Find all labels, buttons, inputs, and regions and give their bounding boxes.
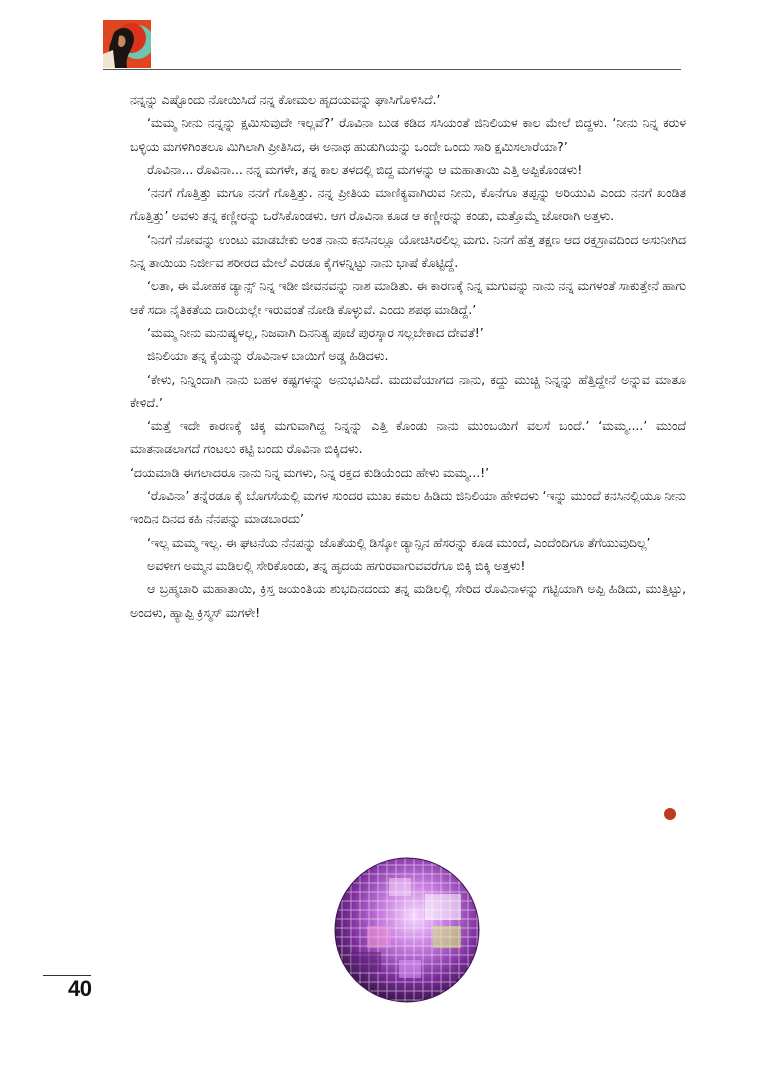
story-paragraph: ‘ನನಗೆ ಗೊತ್ತಿತ್ತು ಮಗೂ ನನಗೆ ಗೊತ್ತಿತ್ತು. ನನ್ನ ಪ್ರೀತಿಯ ಮಾಣಿಕ್ಯವಾಗಿರುವ ನೀನು, ಕೊನೆಗೂ ತಪ್ಪನ್ನು ಅರಿಯುವಿ ಎಂದು ನನಗೆ ಖಂಡಿತ ಗೊತ್ತಿತ್ತು’ ಅವಳು ತನ್ನ ಕಣ್ಣೀರನ್ನು ಒರೆಸಿಕೊಂಡಳು. ಆಗ ರೊವಿನಾ ಕೂಡ ಆ ಕಣ್ಣೀರನ್ನು ಕಂಡು, ಮತ್ತೊಮ್ಮೆ ಜೋರಾಗಿ ಅತ್ತಳು.	[130, 185, 686, 224]
story-paragraph: ‘ರೊವಿನಾ’ ತನ್ನೆರಡೂ ಕೈ ಬೊಗಸೆಯಲ್ಲಿ ಮಗಳ ಸುಂದರ ಮುಖ ಕಮಲ ಹಿಡಿದು ಜಿನಿಲಿಯಾ ಹೇಳಿದಳು ‘ಇನ್ನು ಮುಂದೆ ಕನಸಿನಲ್ಲಿಯೂ ನೀನು ಇಂದಿನ ದಿನದ ಕಹಿ ನೆನಪನ್ನು ಮಾಡಬಾರದು’	[130, 488, 686, 527]
story-paragraph: ‘ದಯಮಾಡಿ ಈಗಲಾದರೂ ನಾನು ನಿನ್ನ ಮಗಳು, ನಿನ್ನ ರಕ್ತದ ಕುಡಿಯೆಂದು ಹೇಳು ಮಮ್ಮ...!’	[130, 464, 489, 480]
story-paragraph: ನನ್ನನ್ನು ಎಷ್ಟೊಂದು ನೋಯಿಸಿದೆ ನನ್ನ ಕೋಮಲ ಹೃದಯವನ್ನು ಘಾಸಿಗೊಳಿಸಿದೆ.’	[130, 92, 441, 107]
story-paragraph: ‘ಮಮ್ಮ ನೀನು ನನ್ನನ್ನು ಕ್ಷಮಿಸುವುದೇ ಇಲ್ಲವೆ?’ ರೊವಿನಾ ಬುಡ ಕಡಿದ ಸಸಿಯಂತೆ ಜಿನಿಲಿಯಳ ಕಾಲ ಮೇಲೆ ಬಿದ್ದಳು. ‘ನೀನು ನಿನ್ನ ಕರುಳ ಬಳ್ಳಿಯ ಮಗಳಿಗಿಂತಲೂ ಮಿಗಿಲಾಗಿ ಪ್ರೀತಿಸಿದ, ಈ ಅನಾಥ ಹುಡುಗಿಯನ್ನು ಒಂದೇ ಒಂದು ಸಾರಿ ಕ್ಷಮಿಸಲಾರೆಯಾ?’	[130, 115, 686, 154]
story-text	[130, 88, 686, 624]
story-paragraph: ಆ ಬ್ರಹ್ಮಚಾರಿ ಮಹಾತಾಯಿ, ಕ್ರಿಸ್ತ ಜಯಂತಿಯ ಶುಭದಿನದಂದು ತನ್ನ ಮಡಿಲಲ್ಲಿ ಸೇರಿದ ರೊವಿನಾಳನ್ನು ಗಟ್ಟಿಯಾಗಿ ಅಪ್ಪಿ ಹಿಡಿದು, ಮುತ್ತಿಟ್ಟು, ಅಂದಳು, ಹ್ಯಾಪ್ಪಿ ಕ್ರಿಸ್ಮಸ್ ಮಗಳೇ!	[130, 581, 686, 620]
story-paragraph: ಅವಳೀಗ ಅಮ್ಮನ ಮಡಿಲಲ್ಲಿ ಸೇರಿಕೊಂಡು, ತನ್ನ ಹೃದಯ ಹಗುರವಾಗುವವರೆಗೂ ಬಿಕ್ಕಿ ಬಿಕ್ಕಿ ಅತ್ತಳು!	[147, 557, 526, 573]
story-paragraph: ‘ಮತ್ತೆ ಇದೇ ಕಾರಣಕ್ಕೆ ಚಿಕ್ಕ ಮಗುವಾಗಿದ್ದ ನಿನ್ನನ್ನು ಎತ್ತಿ ಕೊಂಡು ನಾನು ಮುಂಬಯಿಗೆ ವಲಸೆ ಬಂದೆ.’ ‘ಮಮ್ಮ....’ ಮುಂದೆ ಮಾತನಾಡಲಾಗದೆ ಗಂಟಲು ಕಟ್ಟಿ ಬಂದು ರೊವಿನಾ ಬಿಕ್ಕಿದಳು.	[130, 418, 686, 457]
story-paragraph: ರೊವಿನಾ... ರೊವಿನಾ... ನನ್ನ ಮಗಳೇ, ತನ್ನ ಕಾಲ ತಳದಲ್ಲಿ ಬಿದ್ದ ಮಗಳನ್ನು ಆ ಮಹಾತಾಯಿ ಎತ್ತಿ ಅಪ್ಪಿಕೊಂಡಳು!	[147, 161, 583, 177]
story-paragraph: ‘ಕೇಳು, ನಿನ್ನಿಂದಾಗಿ ನಾನು ಬಹಳ ಕಷ್ಟಗಳನ್ನು ಅನುಭವಿಸಿದೆ. ಮದುವೆಯಾಗದ ನಾನು, ಕದ್ದು ಮುಚ್ಚಿ ನಿನ್ನನ್ನು ಹೆತ್ತಿದ್ದೇನೆ ಅನ್ನುವ ಮಾತೂ ಕೇಳಿದೆ.’	[130, 371, 686, 410]
woman-silhouette-crescent-logo-icon	[103, 20, 151, 68]
end-of-story-dot	[664, 808, 676, 820]
disco-ball-icon	[333, 856, 481, 1004]
story-paragraph: ‘ಮಮ್ಮ ನೀನು ಮನುಷ್ಯಳಲ್ಲ, ನಿಜವಾಗಿ ದಿನನಿತ್ಯ ಪೂಜೆ ಪುರಸ್ಕಾರ ಸಲ್ಲಬೇಕಾದ ದೇವತೆ!’	[147, 324, 484, 340]
story-paragraph: ಜಿನಿಲಿಯಾ ತನ್ನ ಕೈಯನ್ನು ರೊವಿನಾಳ ಬಾಯಿಗೆ ಅಡ್ಡ ಹಿಡಿದಳು.	[147, 348, 389, 364]
story-paragraph: ‘ಇಲ್ಲ ಮಮ್ಮ ಇಲ್ಲ. ಈ ಘಟನೆಯ ನೆನಪನ್ನು ಜೊತೆಯಲ್ಲಿ ಡಿಸ್ಕೋ ಡ್ಯಾನ್ಸಿನ ಹೆಸರನ್ನು ಕೂಡ ಮುಂದೆ, ಎಂದೆಂದಿಗೂ ತೆಗೆಯುವುದಿಲ್ಲ’	[147, 534, 651, 550]
header-rule	[103, 69, 681, 70]
page-number: 40	[68, 976, 92, 1001]
story-paragraph: ‘ಲತಾ, ಈ ಮೋಹಕ ಡ್ಯಾನ್ಸ್ ನಿನ್ನ ಇಡೀ ಜೀವನವನ್ನು ನಾಶ ಮಾಡಿತು. ಈ ಕಾರಣಕ್ಕೆ ನಿನ್ನ ಮಗುವನ್ನು ನಾನು ನನ್ನ ಮಗಳಂತೆ ಸಾಕುತ್ತೇನೆ ಹಾಗು ಆಕೆ ಸದಾ ನೈತಿಕತೆಯ ದಾರಿಯಲ್ಲೇ ಇರುವಂತೆ ನೋಡಿ ಕೊಳ್ಳುವೆ. ಎಂದು ಶಪಥ ಮಾಡಿದ್ದೆ.’	[130, 278, 686, 317]
story-paragraph: ‘ನಿನಗೆ ನೋವನ್ನು ಉಂಟು ಮಾಡಬೇಕು ಅಂತ ನಾನು ಕನಸಿನಲ್ಲೂ ಯೋಚಿಸಿರಲಿಲ್ಲ ಮಗು. ನಿನಗೆ ಹೆತ್ತ ತಕ್ಷಣ ಆದ ರಕ್ತಸ್ರಾವದಿಂದ ಅಸುನೀಗಿದ ನಿನ್ನ ತಾಯಿಯ ನಿರ್ಜೀವ ಶರೀರದ ಮೇಲೆ ಎರಡೂ ಕೈಗಳನ್ನಿಟ್ಟು ನಾನು ಭಾಷೆ ಕೊಟ್ಟಿದ್ದೆ.	[130, 231, 686, 271]
